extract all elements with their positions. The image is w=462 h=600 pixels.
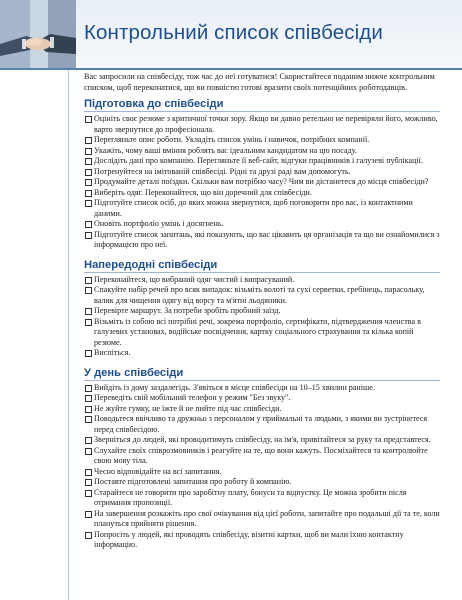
page-title: Контрольний список співбесіди (84, 21, 383, 44)
checkbox[interactable] (85, 179, 92, 186)
checklist-item (84, 488, 440, 509)
checkbox[interactable] (85, 437, 92, 444)
section-heading: Напередодні співбесіди (84, 259, 440, 273)
item-text: Не жуйте гумку, не їжте й не пийте під час співбесіди. (94, 403, 282, 413)
checklist-item (84, 146, 440, 157)
item-text: Старайтеся не говорити про заробітну плату, бонуси та відпустку. Це можна зробити після отримання пропозиції. (94, 487, 407, 507)
intro-text: Вас запросили на співбесіду, тож час до неї готуватися! Скористайтеся поданим нижче контрольним списком, щоб переконатися, що ви повністю готові вразити своїх потенційних роботодавців. (84, 72, 435, 92)
section-day-before (84, 259, 440, 359)
item-text: Переведіть свій мобільний телефон у режим "Без звуку". (94, 393, 291, 402)
checkbox[interactable] (85, 221, 92, 228)
handshake-photo (0, 0, 76, 68)
item-text: Слухайте своїх співрозмовників і реагуйте на те, що вони кажуть. Посміхайтеся та контролюйте свою мову тіла. (94, 445, 428, 465)
checklist-item (84, 467, 440, 478)
checklist-item (84, 230, 440, 251)
checkbox[interactable] (85, 158, 92, 165)
item-text: Оцініть своє резюме з критичної точки зору. Якщо ви давно ретельно не перевіряли його, можливо, варто звернутися до професіонала. (94, 114, 438, 134)
checklist-item (84, 446, 440, 467)
item-text: На завершення розкажіть про свої очікування від цієї роботи, запитайте про подальші дії та те, коли плануться прийняти рішення. (94, 508, 440, 528)
checkbox[interactable] (85, 232, 92, 239)
checklist-item (84, 188, 440, 199)
checklist-item (84, 414, 440, 435)
checkbox[interactable] (85, 350, 92, 357)
checkbox[interactable] (85, 319, 92, 326)
checklist-item (84, 404, 440, 415)
item-text: Оновіть портфоліо умінь і досягнень. (94, 219, 224, 228)
checkbox[interactable] (85, 169, 92, 176)
item-text: Укажіть, чому ваші вміння роблять вас ідеальним кандидатом на цю посаду. (94, 145, 357, 155)
item-text: Візьміть із собою всі потрібні речі, зокрема портфоліо, сертифікати, підтвердження членства в галузевих установах, водійське посвідчення, картку соціального страхування та кілька копій резюме. (94, 316, 421, 347)
checklist-content (84, 72, 440, 559)
checklist-item (84, 317, 440, 349)
checkbox[interactable] (85, 532, 92, 539)
item-text: Виберіть одяг. Переконайтеся, що він доречний для співбесіди. (94, 187, 312, 197)
item-text: Поводьтеся ввічливо та дружньо з персоналом у приймальні та людьми, з якими ви зустрінетеся перед співбесідою. (94, 414, 428, 434)
checklist-item (84, 306, 440, 317)
checklist-item (84, 383, 440, 394)
sidebar-rule (68, 70, 69, 600)
checklist-item (84, 156, 440, 167)
checkbox[interactable] (85, 490, 92, 497)
item-text: Поставте підготовлені запитання про роботу й компанію. (94, 477, 292, 486)
item-text: Виспіться. (94, 348, 131, 357)
item-text: Зверніться до людей, які проводитимуть співбесіду, на ім'я, привітайтеся за руку та представтеся. (94, 435, 431, 444)
checklist-item (84, 114, 440, 135)
checkbox[interactable] (85, 469, 92, 476)
checkbox[interactable] (85, 308, 92, 315)
item-text: Перевірте маршрут. За потреби зробіть пробний заїзд. (94, 306, 281, 315)
checklist-item (84, 393, 440, 404)
checkbox[interactable] (85, 448, 92, 455)
checkbox[interactable] (85, 416, 92, 423)
checklist-item (84, 530, 440, 551)
item-text: Перегляньте опис роботи. Укладіть список умінь і навичок, потрібних компанії. (94, 135, 370, 144)
checkbox[interactable] (85, 385, 92, 392)
item-text: Чесно відповідайте на всі запитання. (94, 466, 222, 476)
checkbox[interactable] (85, 137, 92, 144)
checklist-item (84, 285, 440, 306)
header-rule (0, 68, 462, 70)
checkbox[interactable] (85, 406, 92, 413)
checkbox[interactable] (85, 148, 92, 155)
section-heading: Підготовка до співбесіди (84, 98, 440, 112)
checklist-item (84, 167, 440, 178)
checklist-item (84, 509, 440, 530)
item-text: Потренуйтеся на імітованій співбесіді. Рідні та друзі раді вам допомогуть. (94, 166, 351, 176)
checkbox[interactable] (85, 116, 92, 123)
checkbox[interactable] (85, 287, 92, 294)
checkbox[interactable] (85, 190, 92, 197)
item-text: Підготуйте список осіб, до яких можна звернутися, щоб поговорити про вас, із контактними даними. (94, 198, 413, 218)
item-text: Спакуйте набір речей про всяк випадок: візьміть волоті та сухі серветки, гребінець, парасольку, валик для чищення одягу від ворсу та м'ятні льодяники. (94, 285, 425, 305)
checkbox[interactable] (85, 395, 92, 402)
checkbox[interactable] (85, 277, 92, 284)
checklist-item (84, 198, 440, 219)
item-text: Продумайте деталі поїздки. Скільки вам потрібно часу? Чим ви дістанетеся до місця співбесіди? (94, 177, 429, 186)
section-heading: У день співбесіди (84, 367, 440, 381)
checkbox[interactable] (85, 200, 92, 207)
item-text: Попросіть у людей, які проводять співбесіду, візитні картки, щоб ви мали їхню контактну інформацію. (94, 529, 404, 549)
checklist-item (84, 435, 440, 446)
checklist-item (84, 477, 440, 488)
section-preparation (84, 98, 440, 251)
header (0, 0, 462, 68)
checklist-item (84, 177, 440, 188)
checklist-item (84, 348, 440, 359)
section-interview-day (84, 367, 440, 551)
checkbox[interactable] (85, 511, 92, 518)
item-text: Переконайтеся, що вибраний одяг чистий і випрасуваний. (94, 274, 295, 284)
checklist-item (84, 275, 440, 286)
item-text: Дослідіть дані про компанію. Перегляньте її веб-сайт, відгуки працівників і галузеві публікації. (94, 156, 423, 165)
checkbox[interactable] (85, 479, 92, 486)
item-text: Вийдіть із дому заздалегідь. З'явіться в місце співбесіди на 10–15 хвилин раніше. (94, 382, 375, 392)
checklist-item (84, 219, 440, 230)
checklist-item (84, 135, 440, 146)
item-text: Підготуйте список запитань, які показують, що вас цікавить ця організація та що ви ознайомилися з інформацією про неї. (94, 229, 440, 249)
